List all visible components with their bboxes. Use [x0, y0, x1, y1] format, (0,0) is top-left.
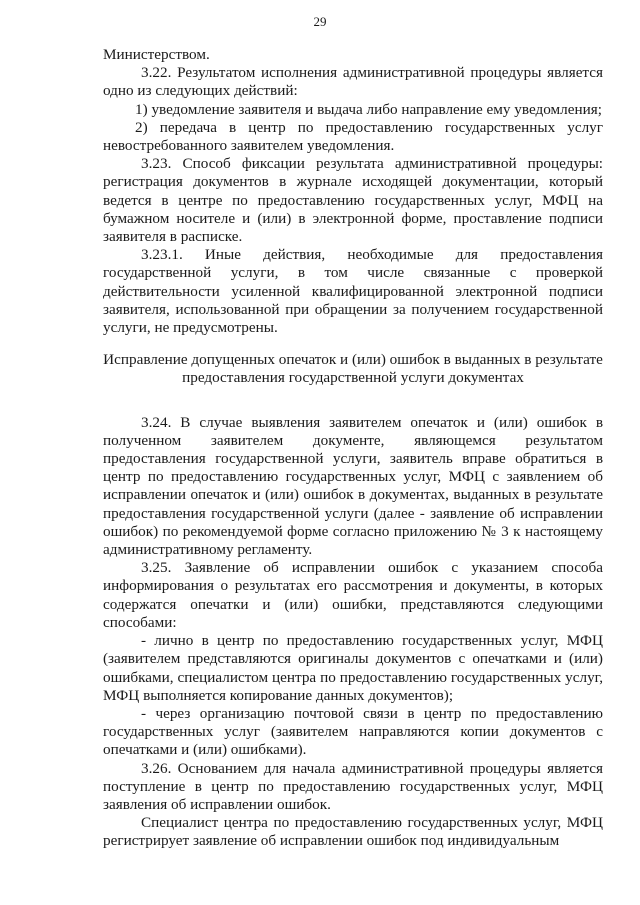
paragraph-3-22: 3.22. Результатом исполнения административной процедуры является одно из следующих действий: [103, 64, 603, 100]
paragraph-3-23: 3.23. Способ фиксации результата административной процедуры: регистрация документов в журнале исходящей документации, который ведется в центре по предоставлению государственных услуг, МФЦ на бумажном носителе и (или) в электронной форме, проставление подписи заявителя в расписке. [103, 155, 603, 246]
section-heading: Исправление допущенных опечаток и (или) ошибок в выданных в результате предоставления государственной услуги документах [103, 351, 603, 387]
paragraph-continuation: Министерством. [103, 46, 210, 63]
paragraph-3-23-1: 3.23.1. Иные действия, необходимые для предоставления государственной услуги, в том числе связанные с проверкой действительности усиленной квалифицированной электронной подписи заявителя, использованной при обращении за получением государственной услуги, не предусмотрены. [103, 246, 603, 337]
list-item-2: 2) передача в центр по предоставлению государственных услуг невостребованного заявителем уведомления. [103, 118, 603, 155]
document-body [103, 46, 603, 851]
page-number: 29 [313, 14, 327, 29]
list-item-1: 1) уведомление заявителя и выдача либо направление ему уведомления; [135, 100, 602, 118]
list-item-in-person: - лично в центр по предоставлению государственных услуг, МФЦ (заявителем представляются оригиналы документов с опечатками и (или) ошибками, специалистом центра по предоставлению государственных услуг, МФЦ выполняется копирование данных документов); [103, 632, 603, 704]
paragraph-specialist: Специалист центра по предоставлению государственных услуг, МФЦ регистрирует заявление об исправлении ошибок под индивидуальным [103, 814, 603, 850]
list-item-by-mail: - через организацию почтовой связи в центр по предоставлению государственных услуг (заявителем направляются копии документов с опечатками и (или) ошибками). [103, 704, 603, 759]
paragraph-3-25: 3.25. Заявление об исправлении ошибок с указанием способа информирования о результатах его рассмотрения и документы, в которых содержатся опечатки и (или) ошибки, представляются следующими способами: [103, 559, 603, 631]
paragraph-3-24: 3.24. В случае выявления заявителем опечаток и (или) ошибок в полученном заявителем документе, являющемся результатом предоставления государственной услуги, заявитель вправе обратиться в центр по предоставлению государственных услуг, МФЦ с заявлением об исправлении опечаток и (или) ошибок в документах, выданных в результате предоставления государственной услуги (далее - заявление об исправлении ошибок) по рекомендуемой форме согласно приложению № 3 к настоящему административному регламенту. [103, 413, 603, 559]
paragraph-3-26: 3.26. Основанием для начала административной процедуры является поступление в центр по предоставлению государственных услуг, МФЦ заявления об исправлении ошибок. [103, 759, 603, 813]
